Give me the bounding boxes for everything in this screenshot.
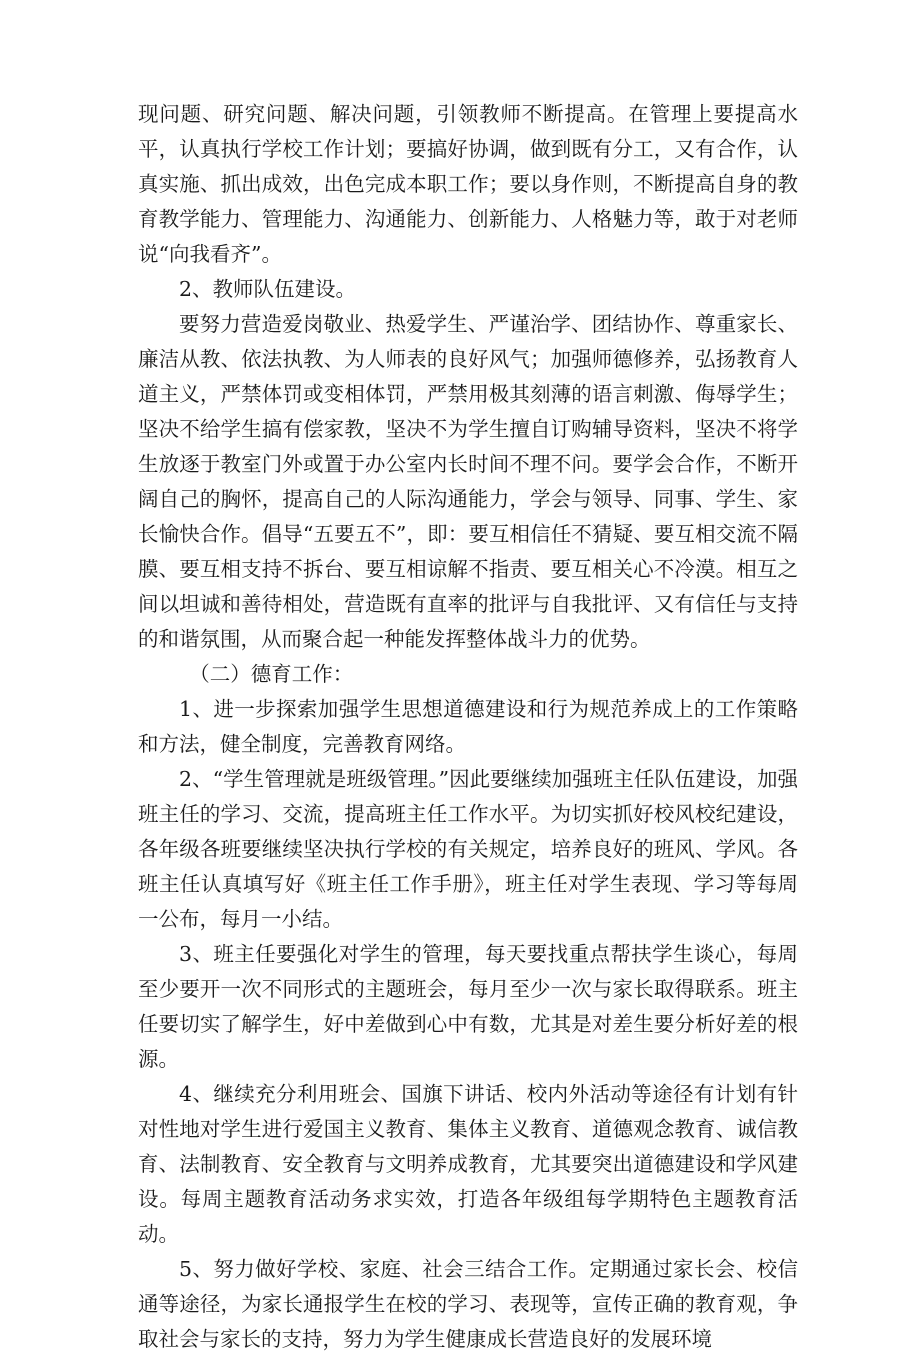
paragraph-teacher-ethics: 要努力营造爱岗敬业、热爱学生、严谨治学、团结协作、尊重家长、廉洁从教、依法执教、为人师表的良好风气；加强师德修养，弘扬教育人道主义，严禁体罚或变相体罚，严禁用极其刻薄的语言刺激、侮辱学生；坚决不给学生搞有偿家教，坚决不为学生擅自订购辅导资料，坚决不将学生放逐于教室门外或置于办公室内长时间不理不问。要学会合作，不断开阔自己的胸怀，提高自己的人际沟通能力，学会与领导、同事、学生、家长愉快合作。倡导“五要五不”，即：要互相信任不猜疑、要互相交流不隔膜、要互相支持不拆台、要互相谅解不指责、要互相关心不冷漠。相互之间以坦诚和善待相处，营造既有直率的批评与自我批评、又有信任与支持的和谐氛围，从而聚合起一种能发挥整体战斗力的优势。 <box>138 312 798 651</box>
heading-teacher-team-building: 2、教师队伍建设。 <box>179 277 357 301</box>
document-body <box>138 97 798 1357</box>
heading-moral-education: （二）德育工作： <box>189 662 354 686</box>
paragraph-item-4: 4、继续充分利用班会、国旗下讲话、校内外活动等途径有计划有针对性地对学生进行爱国主义教育、集体主义教育、道德观念教育、诚信教育、法制教育、安全教育与文明养成教育，尤其要突出道德建设和学风建设。每周主题教育活动务求实效，打造各年级组每学期特色主题教育活动。 <box>138 1082 798 1246</box>
paragraph-item-3: 3、班主任要强化对学生的管理，每天要找重点帮扶学生谈心，每周至少要开一次不同形式的主题班会，每月至少一次与家长取得联系。班主任要切实了解学生，好中差做到心中有数，尤其是对差生要分析好差的根源。 <box>138 942 798 1071</box>
paragraph-item-1: 1、进一步探索加强学生思想道德建设和行为规范养成上的工作策略和方法，健全制度，完善教育网络。 <box>138 697 798 756</box>
paragraph-item-2: 2、“学生管理就是班级管理。”因此要继续加强班主任队伍建设，加强班主任的学习、交流，提高班主任工作水平。为切实抓好校风校纪建设，各年级各班要继续坚决执行学校的有关规定，培养良好的班风、学风。各班主任认真填写好《班主任工作手册》，班主任对学生表现、学习等每周一公布，每月一小结。 <box>138 767 798 931</box>
paragraph-item-5: 5、努力做好学校、家庭、社会三结合工作。定期通过家长会、校信通等途径，为家长通报学生在校的学习、表现等，宣传正确的教育观，争取社会与家长的支持，努力为学生健康成长营造良好的发展环境 <box>138 1257 798 1351</box>
paragraph-management-continuation: 现问题、研究问题、解决问题，引领教师不断提高。在管理上要提高水平，认真执行学校工作计划；要搞好协调，做到既有分工，又有合作，认真实施、抓出成效，出色完成本职工作；要以身作则，不断提高自身的教育教学能力、管理能力、沟通能力、创新能力、人格魅力等，敢于对老师说“向我看齐”。 <box>138 102 798 266</box>
